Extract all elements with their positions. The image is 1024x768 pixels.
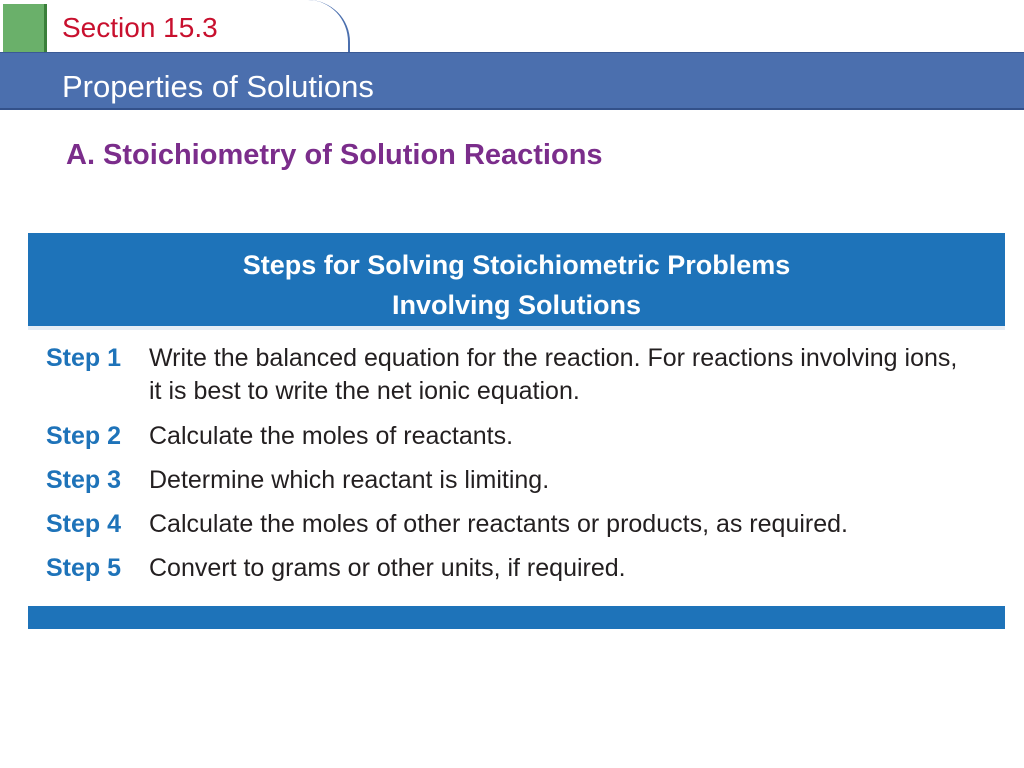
step-label: Step 4 [46,510,122,538]
table-title-line-2: Involving Solutions [392,290,641,320]
slide-subheading: A. Stoichiometry of Solution Reactions [66,139,603,171]
table-title-line-1: Steps for Solving Stoichiometric Problems [242,250,791,280]
table-body [28,330,1005,606]
table-header [28,233,1005,330]
table-footer [28,606,1005,629]
step-label: Step 5 [46,554,122,582]
step-text: Determine which reactant is limiting. [149,466,550,494]
step-label: Step 2 [46,422,122,450]
step-text: Calculate the moles of other reactants or products, as required. [149,510,848,538]
steps-table [28,233,1005,629]
step-label: Step 1 [46,344,122,372]
section-label: Section 15.3 [62,12,218,43]
table-title [28,245,1005,325]
step-label: Step 3 [46,466,122,494]
step-text: Calculate the moles of reactants. [149,422,514,450]
step-text: Convert to grams or other units, if required. [149,554,626,582]
step-text: Write the balanced equation for the reaction. For reactions involving ions, it is best to write the net ionic equation. [149,344,958,405]
page-title: Properties of Solutions [62,69,374,104]
section-color-marker [3,4,47,52]
